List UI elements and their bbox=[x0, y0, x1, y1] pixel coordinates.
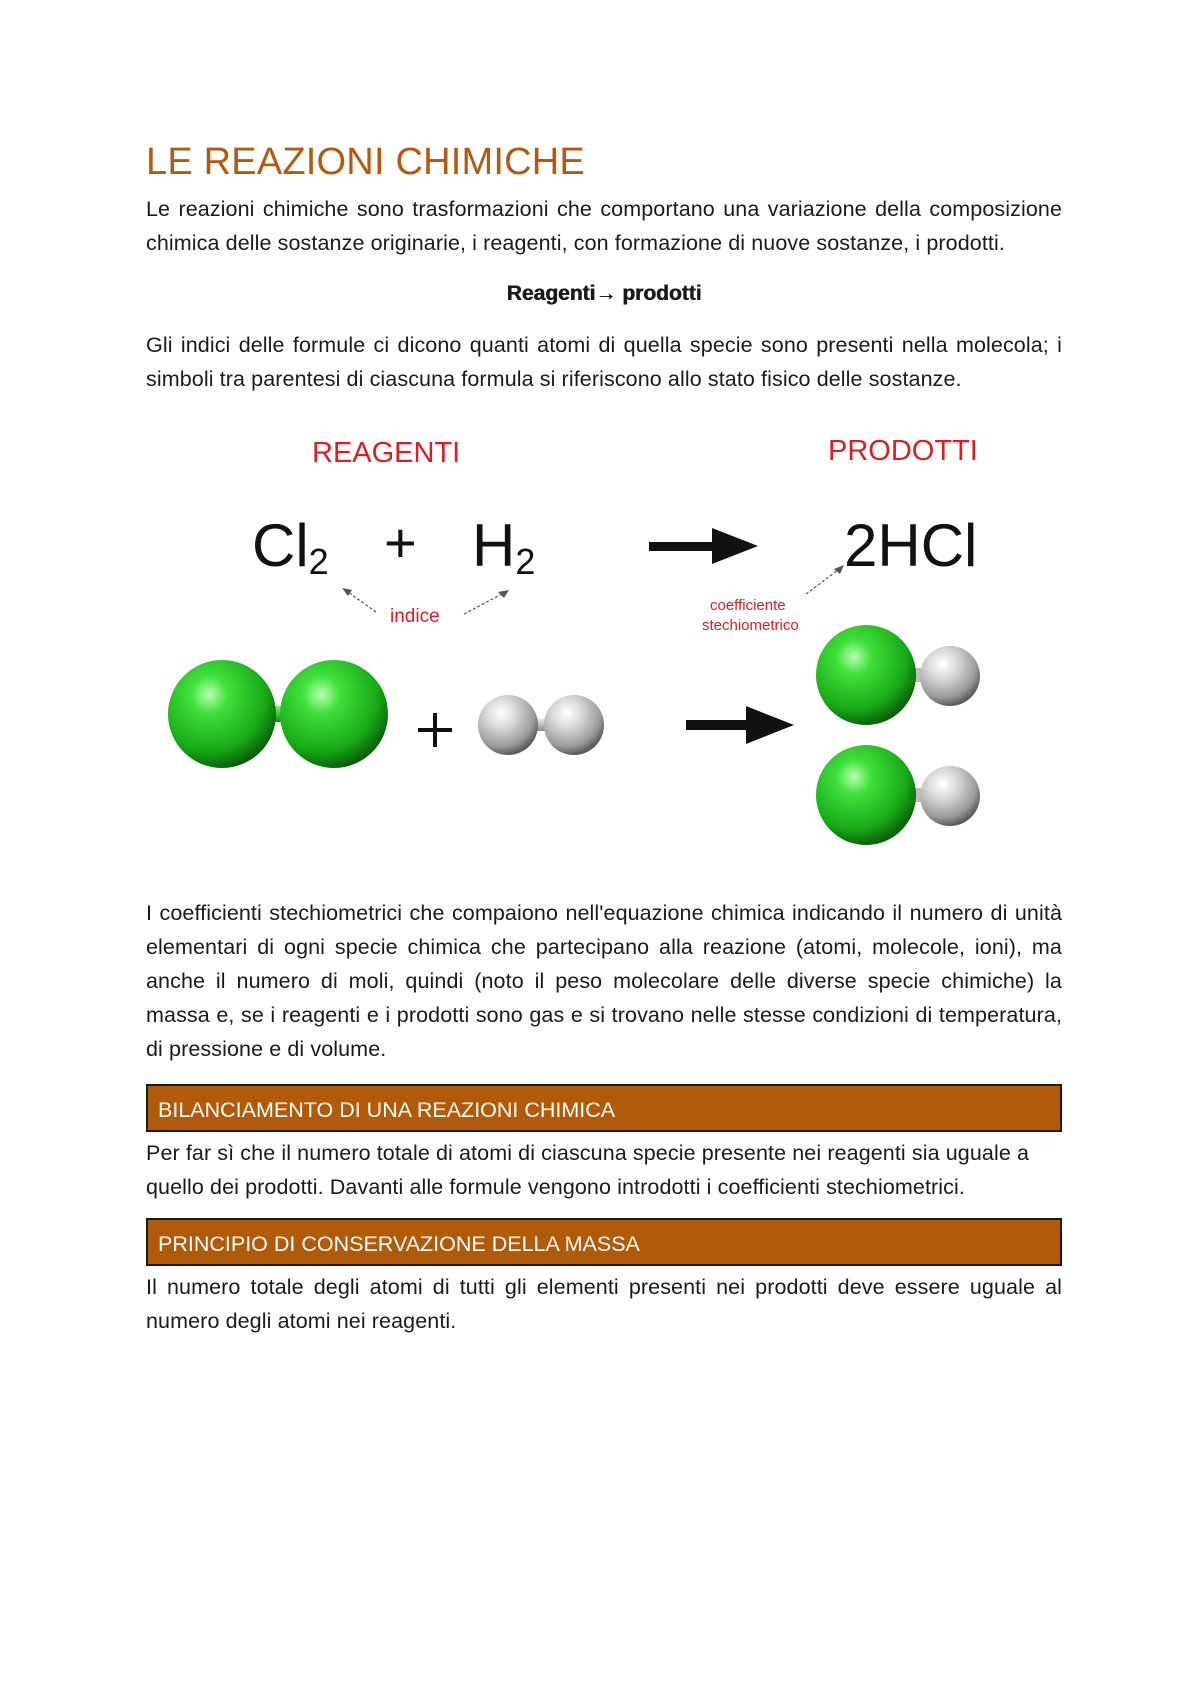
product-formula: 2HCl bbox=[844, 511, 978, 579]
molecule-plus bbox=[418, 713, 452, 747]
indices-paragraph: Gli indici delle formule ci dicono quanti atomi di quella specie sono presenti nella molecola; i simboli tra parentesi di ciascuna formula si riferiscono allo stato fisico delle sostanze. bbox=[146, 332, 1062, 391]
hydrogen-symbol: H bbox=[472, 511, 516, 579]
coefficient-label-line2: stechiometrico bbox=[702, 616, 799, 634]
formula-arrow bbox=[649, 528, 758, 564]
coefficient-label-line1: coefficiente bbox=[710, 596, 786, 614]
index-pointer-left bbox=[342, 588, 376, 612]
section-heading-balancing: BILANCIAMENTO DI UNA REAZIONI CHIMICA bbox=[146, 1084, 1062, 1132]
chlorine-formula bbox=[252, 512, 329, 582]
balancing-paragraph: Per far sì che il numero totale di atomi di ciascuna specie presente nei reagenti sia uguale a quello dei prodotti. Davanti alle formule vengono introdotti i coefficienti stechiometrici. bbox=[146, 1140, 1030, 1199]
molecule-arrow bbox=[686, 706, 794, 744]
chlorine-symbol: Cl bbox=[252, 511, 309, 579]
section-heading-mass-conservation: PRINCIPIO DI CONSERVAZIONE DELLA MASSA bbox=[146, 1218, 1062, 1266]
products-label: PRODOTTI bbox=[828, 434, 978, 467]
reaction-figure bbox=[154, 424, 1058, 884]
page-title: LE REAZIONI CHIMICHE bbox=[146, 141, 585, 183]
coefficient-pointer bbox=[806, 565, 844, 594]
coefficients-paragraph: I coefficienti stechiometrici che compaiono nell'equazione chimica indicando il numero di unità elementari di ogni specie chimica che partecipano alla reazione (atomi, molecole, ioni), ma anche il numero di moli, quindi (noto il peso molecolare delle diverse specie chimiche) la massa e, se i reagenti e i prodotti sono gas e si trovano nelle stesse condizioni di temperatura, di pressione e di volume. bbox=[146, 900, 1062, 1061]
mass-conservation-paragraph: Il numero totale degli atomi di tutti gli elementi presenti nei prodotti deve essere uguale al numero degli atomi nei reagenti. bbox=[146, 1274, 1062, 1333]
hcl-molecule-2 bbox=[816, 745, 980, 845]
chlorine-molecule bbox=[168, 660, 388, 768]
formula-plus: + bbox=[384, 510, 417, 574]
hydrogen-formula bbox=[472, 512, 535, 582]
document-page bbox=[146, 140, 1062, 1338]
reagents-label: REAGENTI bbox=[312, 436, 461, 469]
reaction-equation: Reagenti→ prodotti bbox=[506, 281, 702, 305]
chlorine-subscript: 2 bbox=[308, 540, 329, 582]
hydrogen-molecule bbox=[478, 695, 604, 755]
index-pointer-right bbox=[464, 590, 509, 614]
hcl-molecule-1 bbox=[816, 625, 980, 725]
index-label: indice bbox=[390, 605, 440, 627]
intro-paragraph: Le reazioni chimiche sono trasformazioni che comportano una variazione della composizione chimica delle sostanze originarie, i reagenti, con formazione di nuove sostanze, i prodotti. bbox=[146, 196, 1062, 255]
hydrogen-subscript: 2 bbox=[515, 540, 536, 582]
